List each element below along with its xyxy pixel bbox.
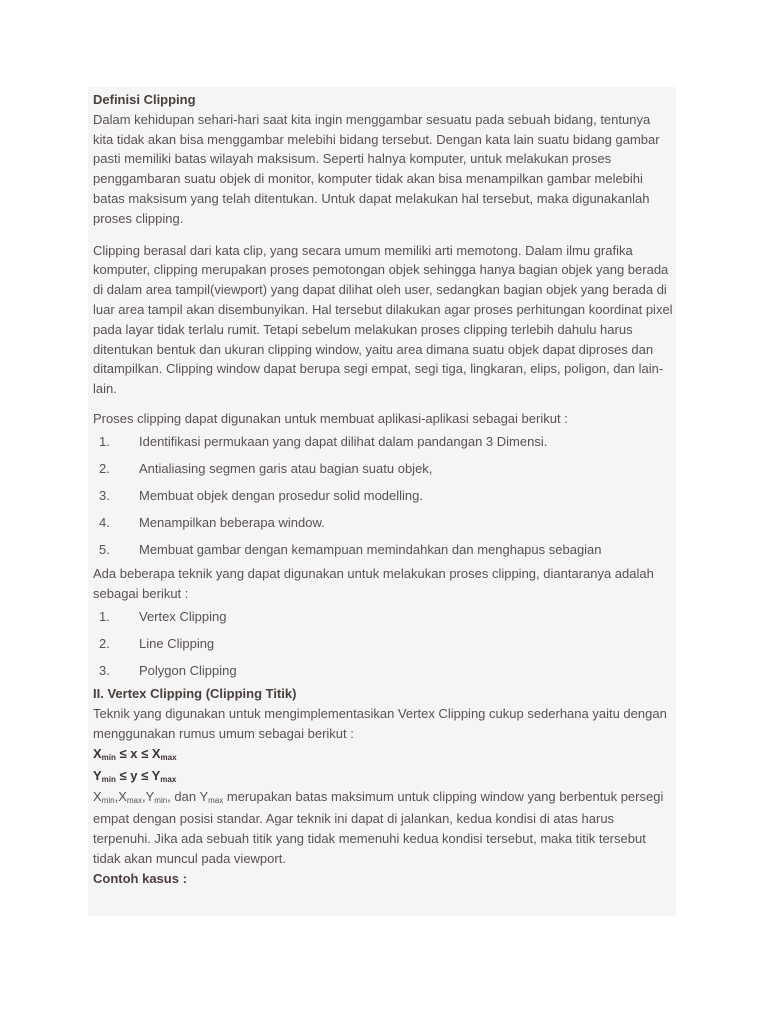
- paragraph-4: Ada beberapa teknik yang dapat digunakan untuk melakukan proses clipping, diantaranya adalah sebagai berikut :: [93, 565, 654, 601]
- section-title-vertex-clipping: II. Vertex Clipping (Clipping Titik): [93, 686, 297, 702]
- case-example-label: Contoh kasus :: [93, 870, 187, 886]
- technique-list: [93, 603, 673, 684]
- list-item: 3. Polygon Clipping: [99, 662, 237, 678]
- formula-x: $X_{min} \le x \le X_{max}$: [93, 745, 177, 762]
- paragraph-3: Proses clipping dapat digunakan untuk membuat aplikasi-aplikasi sebagai berikut :: [93, 410, 568, 426]
- paragraph-2: Clipping berasal dari kata clip, yang secara umum memiliki arti memotong. Dalam ilmu grafika komputer, clipping merupakan proses pemotongan objek sehingga hanya bagian objek yang berada di dalam area tampil(viewport) yang dapat dilihat oleh user, sedangkan bagian objek yang berada di luar area tampil akan disembunyikan. Hal tersebut dilakukan agar proses perhitungan koordinat pixel pada layar tidak terlalu rumit. Tetapi sebelum melakukan proses clipping terlebih dahulu harus ditentukan bentuk dan ukuran clipping window, yaitu area dimana suatu objek dapat diproses dan ditampilkan. Clipping window dapat berupa segi empat, segi tiga, lingkaran, elips, poligon, dan lain-lain.: [93, 242, 673, 397]
- list-item: 1. Identifikasi permukaan yang dapat dilihat dalam pandangan 3 Dimensi.: [99, 434, 548, 450]
- application-list: [93, 429, 673, 564]
- formula-y: $Y_{min} \le y \le Y_{max}$: [93, 767, 177, 784]
- vertex-intro: Teknik yang digunakan untuk mengimplementasikan Vertex Clipping cukup sederhana yaitu dengan menggunakan rumus umum sebagai berikut :: [93, 706, 667, 741]
- vertex-explanation: $X_{min},X_{max},Y_{min}$, dan $Y_{max}$ merupakan batas maksimum untuk clipping window yang berbentuk persegi empat dengan posisi standar. Agar teknik ini dapat di jalankan, kedua kondisi di atas harus terpenuhi. Jika ada sebuah titik yang tidak memenuhi kedua kondisi tersebut, maka titik tersebut tidak akan muncul pada viewport.: [93, 789, 664, 866]
- list-item: 3. Membuat objek dengan prosedur solid modelling.: [99, 488, 424, 504]
- list-item: 4. Menampilkan beberapa window.: [99, 515, 325, 531]
- list-item: 2. Line Clipping: [99, 635, 215, 651]
- document-content: [93, 90, 673, 888]
- list-item: 5. Membuat gambar dengan kemampuan memindahkan dan menghapus sebagian: [99, 542, 602, 558]
- paragraph-1: Dalam kehidupan sehari-hari saat kita ingin menggambar sesuatu pada sebuah bidang, tentunya kita tidak akan bisa menggambar melebihi bidang tersebut. Dengan kata lain suatu bidang gambar pasti memiliki batas wilayah maksisum. Seperti halnya komputer, untuk melakukan proses penggambaran suatu objek di monitor, komputer tidak akan bisa menampilkan gambar melebihi batas maksisum yang telah ditentukan. Untuk dapat melakukan hal tersebut, maka digunakanlah proses clipping.: [93, 111, 660, 226]
- list-item: 2. Antialiasing segmen garis atau bagian suatu objek,: [99, 461, 433, 477]
- list-item: 1. Vertex Clipping: [99, 608, 227, 624]
- section-title-definisi: Definisi Clipping: [93, 92, 196, 107]
